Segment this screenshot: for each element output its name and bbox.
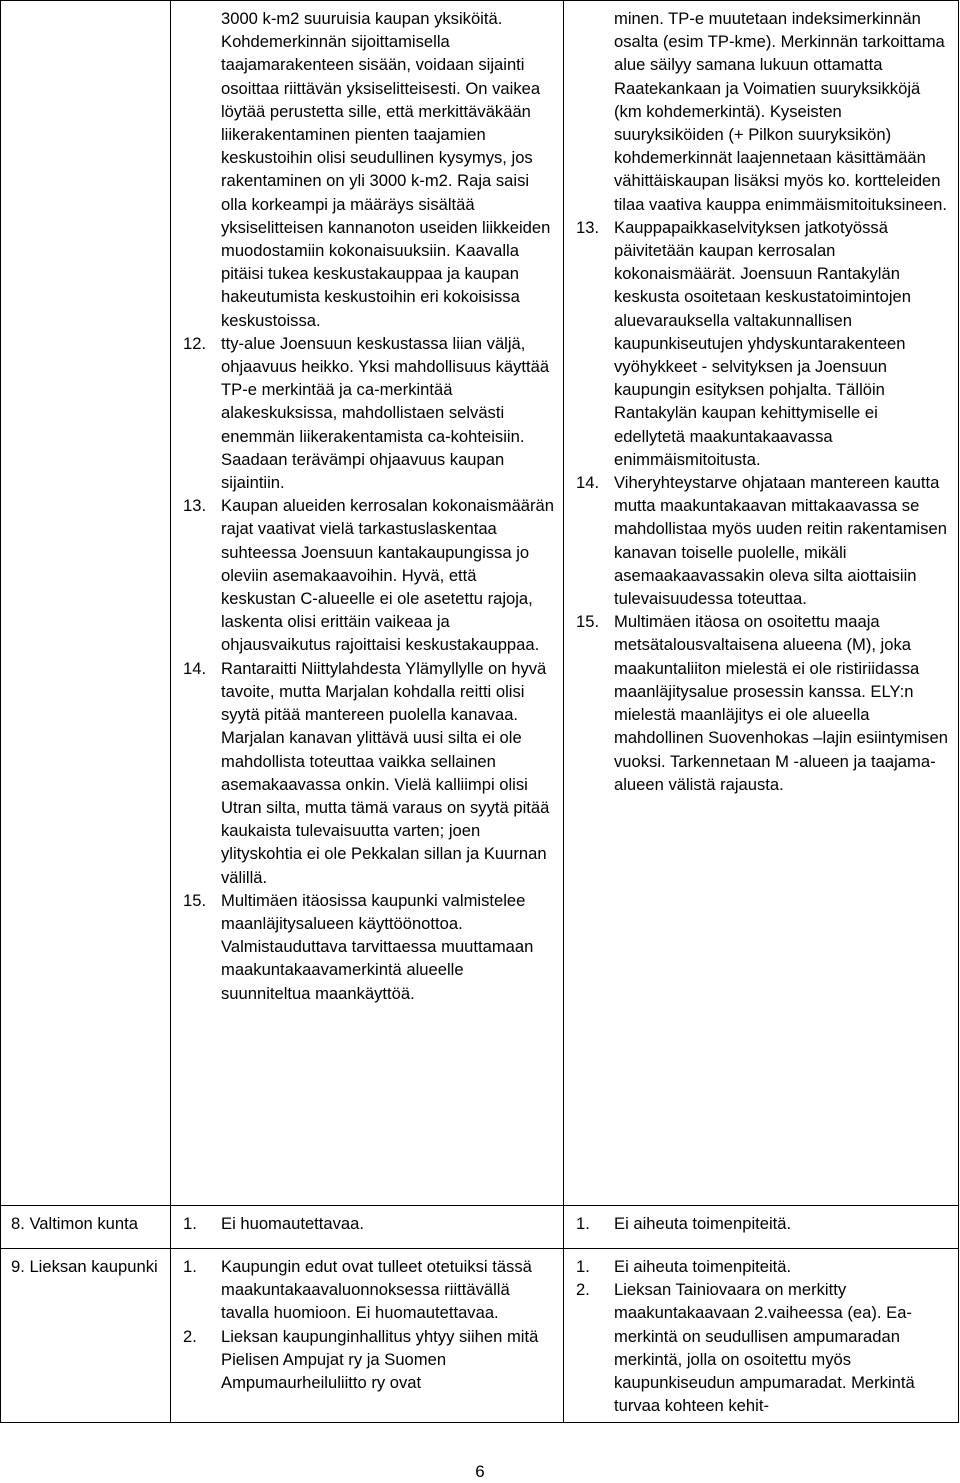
response-continuation: minen. TP-e muutetaan indeksimerkinnän osalta (esim TP-kme). Merkinnän tarkoittama alue säilyy samana lukuun ottamatta Raatekankaan ja Voimatien suuryksikköjä (km kohdemerkintä). Kyseisten suuryksiköiden (+ Pilkon suuryksikön) kohdemerkinnät laajennetaan käsittämään vähittäiskaupan lisäksi myös ko. kortteleiden tilaa vaativa kauppa enimmäismitoituksineen.: [614, 9, 947, 214]
statement-cell: [171, 1, 564, 1206]
list-item: 13. Kaupan alueiden kerrosalan kokonaismäärän rajat vaativat vielä tarkastuslaskentaa suhteessa Joensuun kantakaupungissa jo oleviin asemakaavoihin. Hyvä, että keskustan C-alueelle ei ole asetettu rajoja, laskenta olisi erittäin vaikeaa ja ohjausvaikutus rajoittaisi keskustakauppaa.: [183, 496, 555, 655]
list-item: 15. Multimäen itäosissa kaupunki valmistelee maanläjitysalueen käyttöönottoa. Valmistauduttava tarvittaessa muuttamaan maakuntakaavamerkintä alueelle suunniteltua maankäyttöä.: [183, 890, 534, 1003]
list-item: 1. Ei huomautettavaa.: [183, 1214, 364, 1233]
list-item: 2. Lieksan kaupunginhallitus yhtyy siihen mitä Pielisen Ampujat ry ja Suomen Ampumaurheiluliitto ry ovat: [183, 1326, 539, 1393]
table-row: [1, 1, 959, 1206]
statement-cell: [171, 1206, 564, 1249]
statement-continuation: 3000 k-m2 suuruisia kaupan yksiköitä. Kohdemerkinnän sijoittamisella taajamarakenteen sisään, voidaan sijainti osoittaa riittävän yksiselitteisesti. On vaikea löytää perustetta sille, että merkittäväkään liikerakentaminen pienten taajamien keskustoihin olisi seudullinen kysymys, jos rakentaminen on yli 3000 k-m2. Raja saisi olla korkeampi ja määräys sisältää yksiselitteisen kannanoton useiden liikkeiden muodostamiin kokonaisuuksiin. Kaavalla pitäisi tukea keskustakauppaa ja kaupan hakeutumista keskustoihin eri kokoisissa keskustoissa.: [221, 9, 551, 330]
list-item: 1. Ei aiheuta toimenpiteitä.: [576, 1214, 792, 1233]
list-item: 1. Ei aiheuta toimenpiteitä.: [576, 1257, 792, 1276]
municipality-cell: [1, 1, 171, 1206]
list-item: 14. Viheryhteystarve ohjataan mantereen kautta mutta maakuntakaavan mittakaavassa se mahdollistaa myös uuden reitin rakentamisen kanavan toiselle puolelle, mikäli asemaakaavassakin oleva silta aiottaisiin tulevaisuudessa toteuttaa.: [576, 473, 947, 609]
response-cell: [564, 1206, 959, 1249]
response-cell: [564, 1, 959, 1206]
response-cell: [564, 1249, 959, 1423]
list-item: 1. Kaupungin edut ovat tulleet otetuiksi tässä maakuntakaavaluonnoksessa riittävällä tavalla huomioon. Ei huomautettavaa.: [183, 1257, 532, 1323]
list-item: 13. Kauppapaikkaselvityksen jatkotyössä päivitetään kaupan kerrosalan kokonaismäärät. Joensuun Rantakylän keskusta osoitetaan keskustatoimintojen aluevarauksella valtakunnallisen kaupunkiseutujen yhdyskuntarakenteen vyöhykkeet - selvityksen ja Joensuun kaupungin esityksen pohjalta. Tällöin Rantakylän kaupan kehittymiselle ei edellytetä maakuntakaavassa enimmäismitoitusta.: [576, 217, 912, 469]
table-row: [1, 1206, 959, 1249]
municipality-cell: [1, 1249, 171, 1423]
page-number: 6: [475, 1462, 485, 1481]
list-item: 12. tty-alue Joensuun keskustassa liian väljä, ohjaavuus heikko. Yksi mahdollisuus käyttää TP-e merkintää ja ca-merkintää alakeskuksissa, mahdollistaen selvästi enemmän liikerakentamista ca-kohteisiin. Saadaan terävämpi ohjaavuus kaupan sijaintiin.: [183, 333, 550, 493]
municipality-name: 9. Lieksan kaupunki: [11, 1257, 158, 1276]
municipality-name: 8. Valtimon kunta: [11, 1214, 138, 1233]
statement-cell: [171, 1249, 564, 1423]
table-row: [1, 1249, 959, 1423]
municipality-cell: [1, 1206, 171, 1249]
list-item: 2. Lieksan Tainiovaara on merkitty maakuntakaavaan 2.vaiheessa (ea). Ea-merkintä on seudullisen ampumaradan merkintä, jolla on osoitettu myös kaupunkiseudun ampumaradat. Merkintä turvaa kohteen kehit-: [576, 1280, 915, 1416]
list-item: 15. Multimäen itäosa on osoitettu maaja metsätalousvaltaisena alueena (M), joka maakuntaliiton mielestä ei ole ristiriidassa maanläjitysalue prosessin kanssa. ELY:n mielestä maanläjitys ei ole alueella mahdollinen Suovenhokas –lajin esiintymisen vuoksi. Tarkennetaan M -alueen ja taajama-alueen välistä rajausta.: [576, 612, 948, 794]
list-item: 14. Rantaraitti Niittylahdesta Ylämyllylle on hyvä tavoite, mutta Marjalan kohdalla reitti olisi syytä pitää mantereen puolella kanavaa. Marjalan kanavan ylittävä uusi silta ei ole mahdollista toteuttaa vaikka sellainen asemakaavassa onkin. Vielä kalliimpi olisi Utran silta, mutta tämä varaus on syytä pitää kaukaista tulevaisuutta varten; joen ylityskohtia ei ole Pekkalan sillan ja Kuurnan välillä.: [183, 658, 550, 887]
